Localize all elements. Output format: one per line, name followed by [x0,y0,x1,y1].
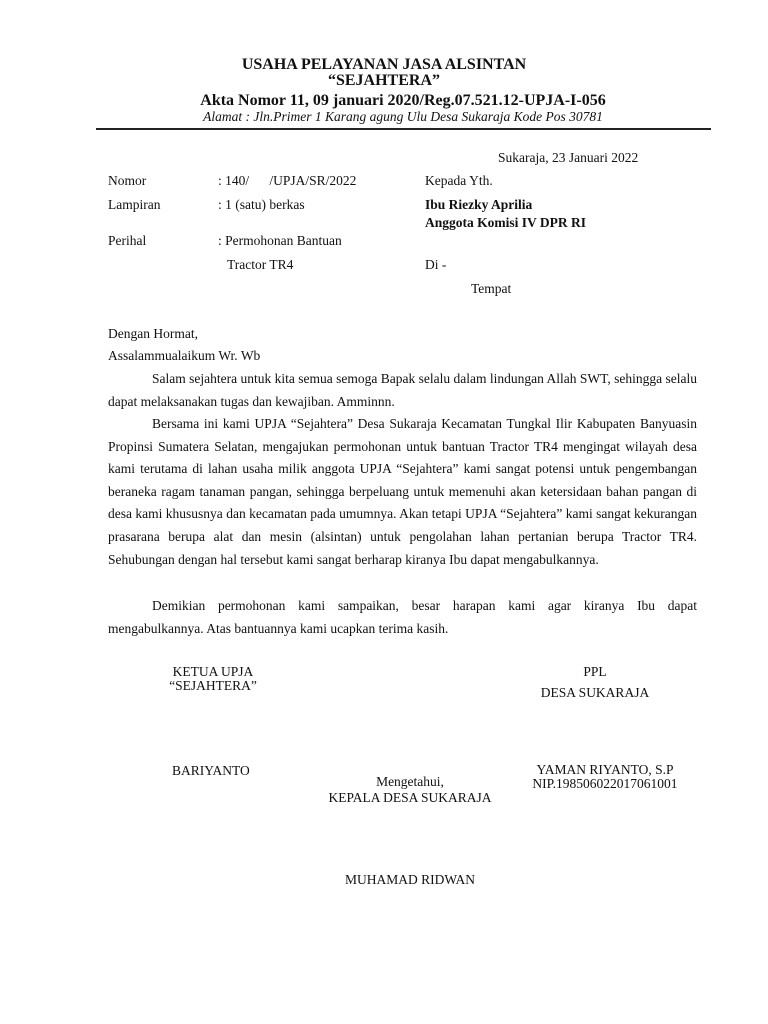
nomor-label: Nomor [108,173,147,188]
recipient-name: Ibu Riezky Aprilia [425,197,533,212]
right-sign-title-1: PPL [583,664,607,679]
salutation: Dengan Hormat, [108,326,198,341]
assalam: Assalammualaikum Wr. Wb [108,348,261,363]
letterhead-divider [96,128,711,130]
center-sign-name: MUHAMAD RIDWAN [344,872,476,887]
place-date: Sukaraja, 23 Januari 2022 [498,150,639,165]
right-sign-name: YAMAN RIYANTO, S.P [536,762,674,777]
left-sign-name: BARIYANTO [172,763,250,778]
right-sign-title-2: DESA SUKARAJA [540,685,650,700]
org-name: USAHA PELAYANAN JASA ALSINTAN [241,56,527,73]
center-sign-know: Mengetahui, [376,774,444,789]
nomor-value: : 140/ /UPJA/SR/2022 [218,173,357,188]
lampiran-value: : 1 (satu) berkas [218,197,305,212]
paragraph-1: Salam sejahtera untuk kita semua semoga Bapak selalu dalam lindungan Allah SWT, sehingga selalu dapat melaksanakan tugas dan kewajiban. Amminnn. [108,371,697,409]
org-subname: “SEJAHTERA” [327,72,441,89]
recipient-di: Di - [425,257,447,272]
perihal-value-line1: : Permohonan Bantuan [218,233,342,248]
perihal-value-line2: Tractor TR4 [227,257,294,272]
lampiran-label: Lampiran [108,197,161,212]
perihal-label: Perihal [108,233,147,248]
right-sign-nip: NIP.198506022017061001 [532,776,678,791]
akta-line: Akta Nomor 11, 09 januari 2020/Reg.07.521.12-UPJA-I-056 [200,92,606,109]
recipient-greeting: Kepada Yth. [425,173,493,188]
recipient-position: Anggota Komisi IV DPR RI [425,215,587,230]
left-sign-title-2: “SEJAHTERA” [169,678,257,693]
center-sign-title: KEPALA DESA SUKARAJA [328,790,492,805]
recipient-tempat: Tempat [471,281,512,296]
paragraph-3: Demikian permohonan kami sampaikan, besar harapan kami agar kiranya Ibu dapat mengabulkannya. Atas bantuannya kami ucapkan terima kasih. [108,598,697,636]
address-line: Alamat : Jln.Primer 1 Karang agung Ulu Desa Sukaraja Kode Pos 30781 [203,109,603,124]
paragraph-2: Bersama ini kami UPJA “Sejahtera” Desa Sukaraja Kecamatan Tungkal Ilir Kabupaten Banyuasin Propinsi Sumatera Selatan, mengajukan permohonan untuk bantuan Tractor TR4 mengingat wilayah desa kami terutama di lahan usaha milik anggota UPJA “Sejahtera” kami sangat potensi untuk pengembangan beraneka ragam tanaman pangan, sehingga berpeluang untuk memenuhi akan ketersidaan bahan pangan di desa kami khususnya dan kecamatan pada umumnya. Akan tetapi UPJA “Sejahtera” kami sangat kekurangan prasarana berupa alat dan mesin (alsintan) untuk pengolahan lahan pertanian berupa Tractor TR4. Sehubungan dengan hal tersebut kami sangat berharap kiranya Ibu dapat mengabulkannya. [108,416,697,567]
left-sign-title-1: KETUA UPJA [172,664,254,679]
